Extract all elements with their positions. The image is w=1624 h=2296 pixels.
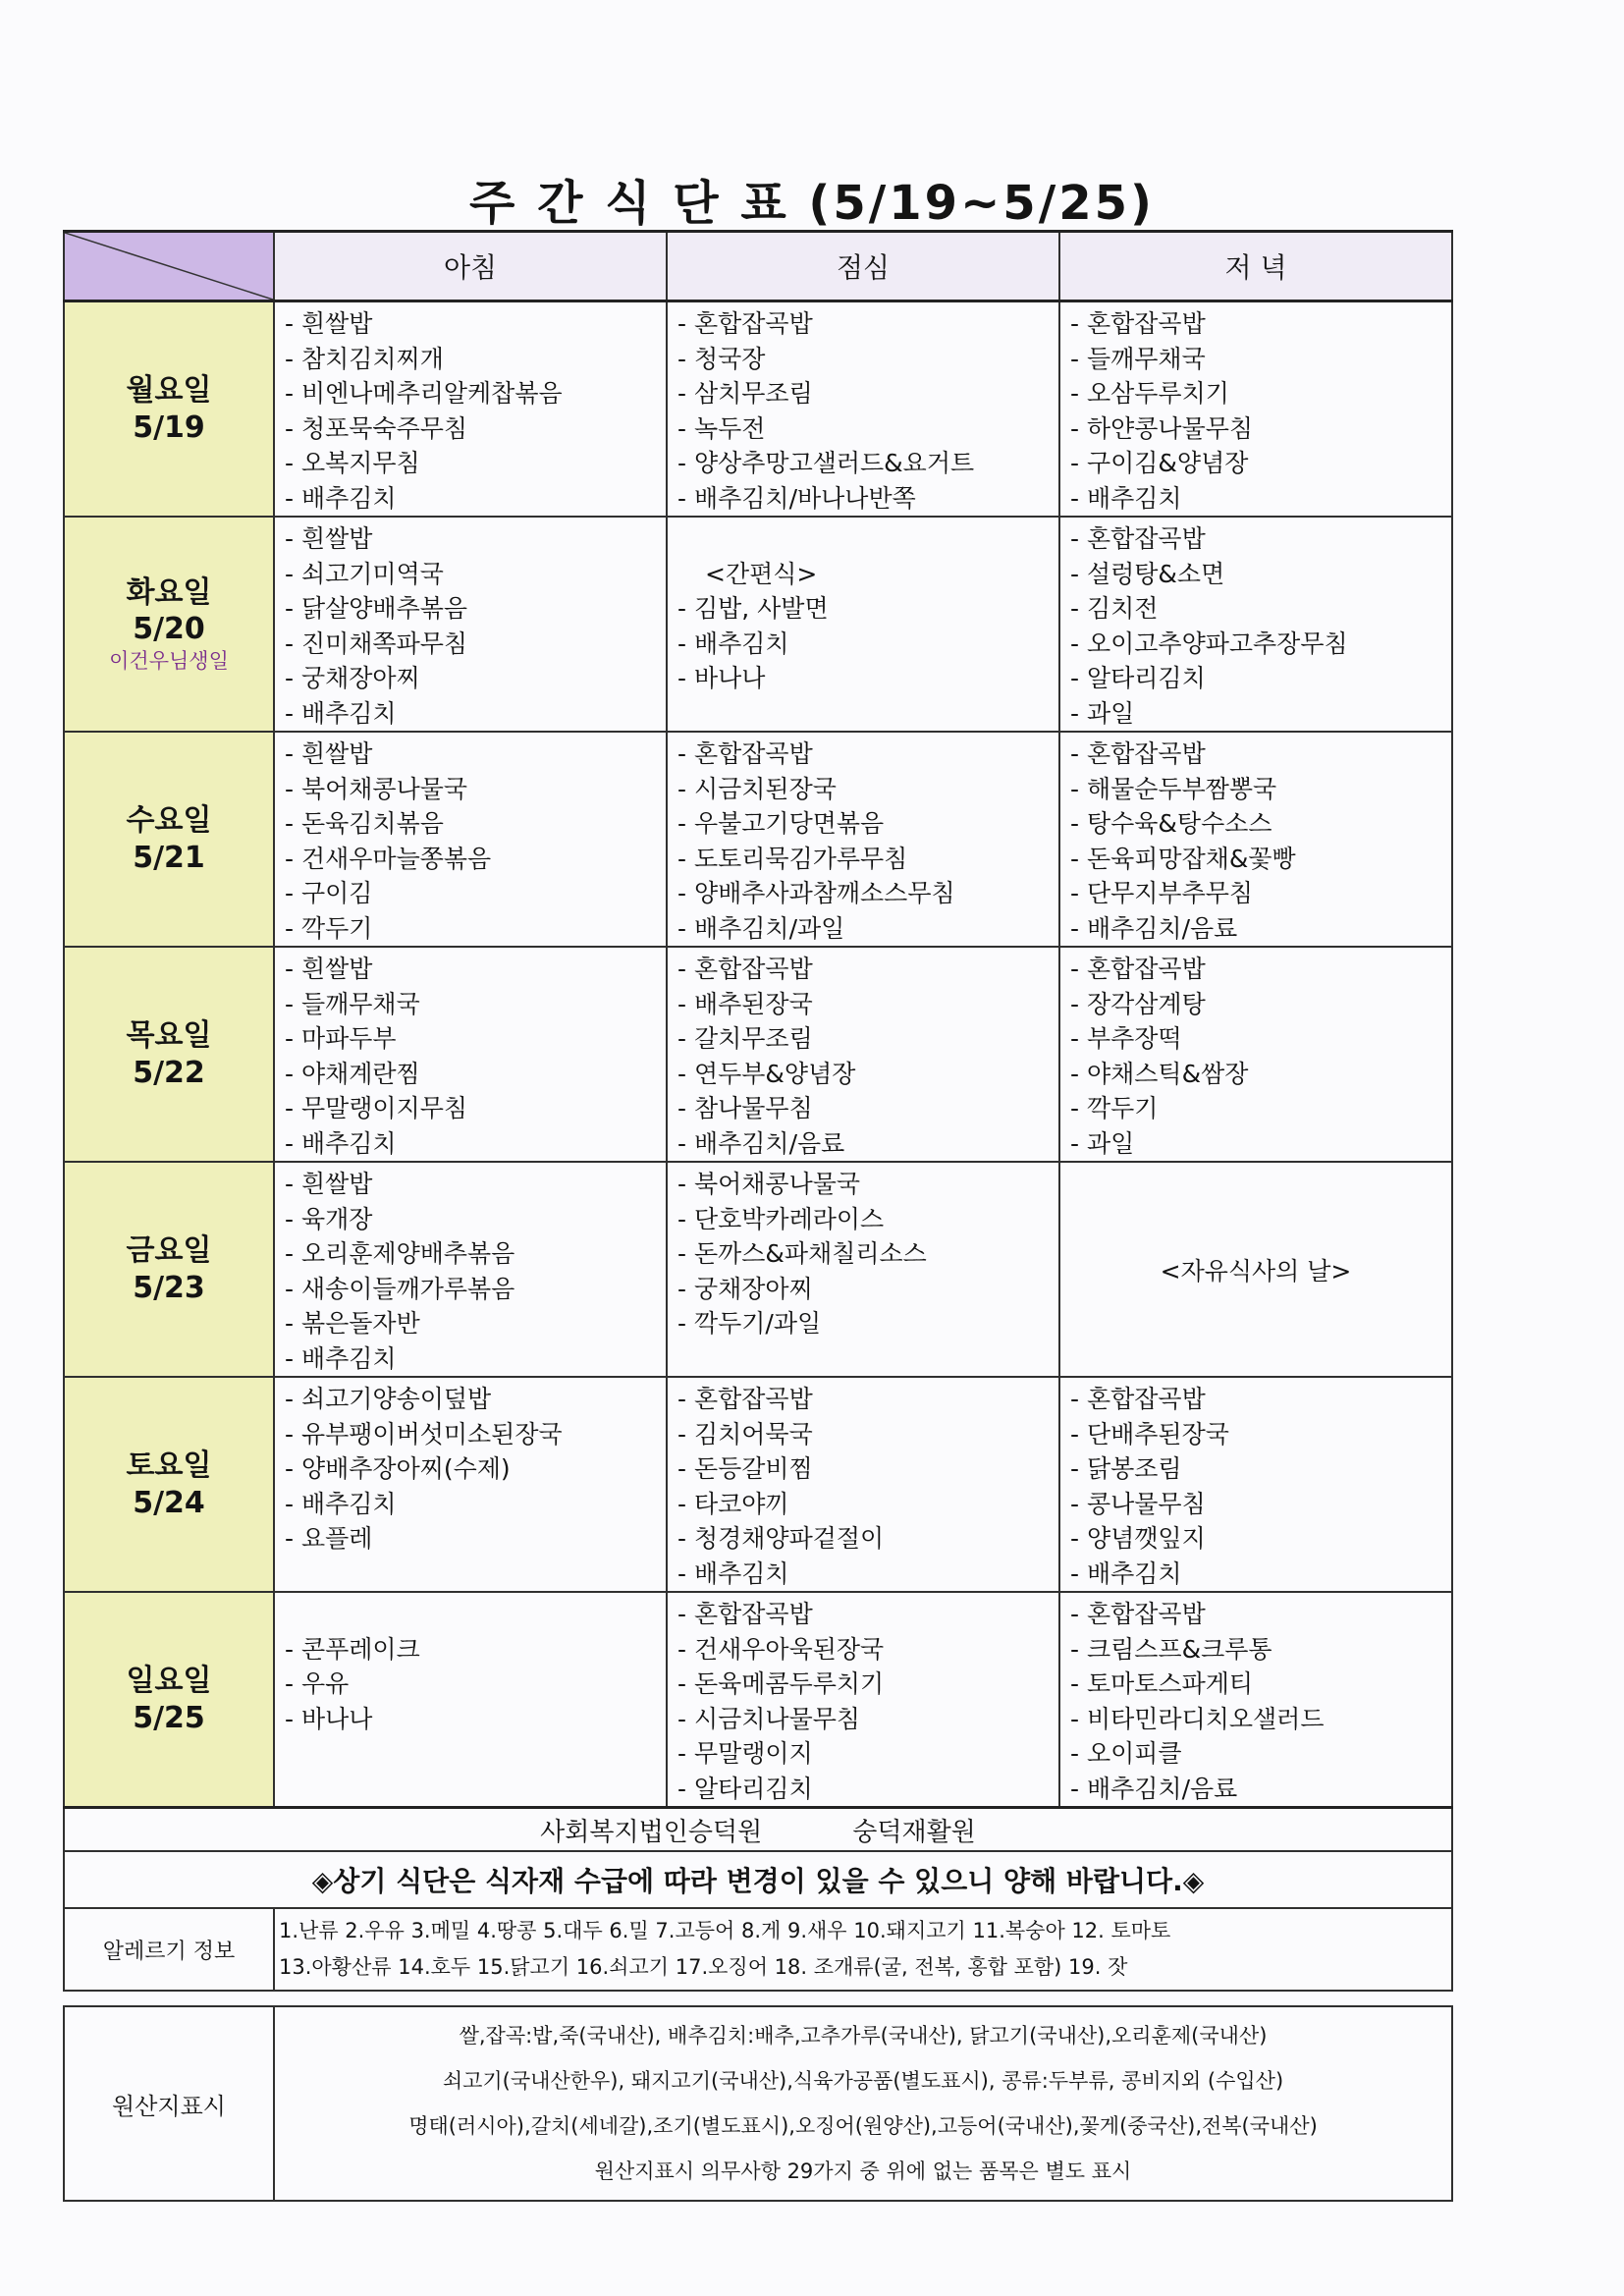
menu-item: - 오이피클 [1070,1739,1182,1768]
dinner-cell [1059,301,1452,518]
day-label [64,947,274,1162]
menu-item: - 궁채장아찌 [677,1274,813,1303]
header-dinner: 저 녁 [1059,232,1452,301]
day-date: 5/25 [133,1700,205,1735]
lunch-menu-list [668,733,1058,946]
weekday-name: 일요일 [126,1664,212,1698]
dinner-cell [1059,1377,1452,1592]
menu-item: - 배추김치 [285,698,397,728]
menu-item: - 청포묵숙주무침 [285,413,468,443]
menu-item [677,696,1058,732]
menu-item: - 배추김치 [677,1558,789,1588]
header-lunch: 점심 [667,232,1059,301]
menu-item: - 배추김치 [285,1128,397,1158]
header-breakfast: 아침 [274,232,667,301]
menu-item: - 청경채양파겉절이 [677,1524,885,1553]
weekday-name: 목요일 [126,1018,212,1053]
origin-row [64,2006,1452,2201]
origin-line: 명태(러시아),갈치(세네갈),조기(별도표시),오징어(원양산),고등어(국내산),꽃게(중국산),전복(국내산) [408,2114,1318,2138]
menu-item: - 마파두부 [285,1024,397,1053]
day-label [64,1592,274,1808]
menu-item: - 단호박카레라이스 [677,1204,885,1233]
lunch-cell [667,732,1059,947]
menu-item: - 흰쌀밥 [285,524,373,553]
menu-item: - 새송이들깨가루볶음 [285,1274,515,1303]
lunch-menu-list [668,1593,1058,1806]
menu-item [677,1341,1058,1377]
menu-item: - 흰쌀밥 [285,739,373,768]
menu-item: - 요플레 [285,1524,373,1553]
breakfast-cell [274,1592,667,1808]
menu-item: - 배추김치/과일 [677,913,845,943]
day-row [64,1592,1452,1808]
day-date: 5/22 [133,1055,205,1090]
menu-item [285,1557,666,1592]
org-row [64,1808,1452,1852]
menu-item: - 크림스프&크루통 [1070,1634,1272,1664]
menu-item: - 배추김치/음료 [677,1128,845,1158]
menu-item: - 배추김치 [1070,483,1182,513]
menu-item: - 쇠고기미역국 [285,559,444,588]
menu-item: - 육개장 [285,1204,373,1233]
menu-item: - 진미채쪽파무침 [285,629,468,658]
menu-item: - 배추김치 [285,483,397,513]
menu-item: - 건새우마늘쫑볶음 [285,844,492,873]
lunch-cell [667,1162,1059,1377]
menu-item: - 무말랭이지무침 [285,1094,468,1122]
allergy-line: 13.아황산류 14.호두 15.닭고기 16.쇠고기 17.오징어 18. 조개류(굴, 전복, 홍합 포함) 19. 잣 [279,1955,1128,1979]
menu-item: - 흰쌀밥 [285,309,373,338]
lunch-menu-list [668,518,1058,731]
day-date: 5/21 [133,840,205,875]
weekday-name: 월요일 [126,373,212,408]
corner-cell [64,232,274,301]
menu-item: - 혼합잡곡밥 [1070,524,1206,553]
diagonal-line-icon [65,233,273,300]
day-label [64,1162,274,1377]
breakfast-menu-list [275,948,666,1161]
menu-item: - 배추김치 [285,1489,397,1518]
menu-item [285,1736,666,1772]
menu-item: - 오복지무침 [285,449,420,477]
lunch-menu-list [668,948,1058,1161]
day-label [64,301,274,518]
menu-item: - 도토리묵김가루무침 [677,844,908,873]
page-title: 주 간 식 단 표 (5/19~5/25) [469,176,1155,231]
facility-name: 숭덕재활원 [852,1817,976,1847]
weekday-name: 화요일 [126,574,212,610]
menu-item: - 알타리김치 [677,1774,813,1803]
menu-item: - 혼합잡곡밥 [1070,1600,1206,1628]
menu-item: - 오이고추양파고추장무침 [1070,629,1348,658]
breakfast-menu-list [275,1163,666,1376]
menu-item: - 돈육메콤두루치기 [677,1669,885,1698]
menu-item [285,1772,666,1807]
menu-item: - 깍두기 [1070,1094,1159,1122]
menu-item: - 콩나물무침 [1070,1489,1206,1518]
origin-line: 쌀,잡곡:밥,죽(국내산), 배추김치:배추,고추가루(국내산), 닭고기(국내산),오리훈제(국내산) [459,2024,1268,2048]
notice-row [64,1851,1452,1908]
origin-line: 원산지표시 의무사항 29가지 중 위에 없는 품목은 별도 표시 [594,2159,1132,2183]
day-row [64,732,1452,947]
day-label [64,732,274,947]
lunch-cell [667,947,1059,1162]
menu-item: - 녹두전 [677,413,766,443]
dinner-cell [1059,947,1452,1162]
menu-item: - 배추김치/바나나반쪽 [677,483,916,513]
menu-item: - 배추김치/음료 [1070,1774,1238,1803]
menu-item: - 우유 [285,1669,350,1698]
menu-item [677,521,1058,557]
menu-item: - 갈치무조림 [677,1024,813,1053]
breakfast-cell [274,1162,667,1377]
menu-item: - 혼합잡곡밥 [1070,739,1206,768]
breakfast-cell [274,517,667,732]
menu-item: - 김밥, 사발면 [677,594,829,623]
menu-item: - 단무지부추무침 [1070,879,1254,907]
free-meal-day: <자유식사의 날> [1059,1162,1452,1377]
menu-item: - 혼합잡곡밥 [1070,955,1206,983]
origin-list [274,2006,1452,2201]
menu-item: - 바나나 [677,664,766,692]
menu-item: - 과일 [1070,1128,1135,1158]
dinner-cell [1059,1592,1452,1808]
allergy-label: 알레르기 정보 [64,1908,274,1991]
day-date: 5/20 [133,612,205,647]
day-row [64,947,1452,1162]
menu-item: - 비엔나메추리알케찹볶음 [285,379,563,408]
menu-item: - 탕수육&탕수소스 [1070,809,1272,838]
menu-item: - 배추된장국 [677,989,813,1018]
menu-item: - 깍두기 [285,913,373,943]
menu-item: <간편식> [705,559,818,588]
menu-item: - 양배추장아찌(수제) [285,1454,511,1483]
menu-item: - 과일 [1070,698,1135,728]
menu-item: - 닭봉조림 [1070,1454,1182,1483]
breakfast-cell [274,732,667,947]
breakfast-cell [274,1377,667,1592]
menu-change-notice: ◈상기 식단은 식자재 수급에 따라 변경이 있을 수 있으니 양해 바랍니다.◈ [64,1851,1452,1908]
day-date: 5/19 [133,410,205,445]
menu-item: - 돈육피망잡채&꽃빵 [1070,844,1296,873]
header-row [64,232,1452,301]
menu-item: - 토마토스파게티 [1070,1669,1254,1698]
menu-item: - 닭살양배추볶음 [285,594,468,623]
menu-item: - 타코야끼 [677,1489,789,1518]
menu-item: - 단배추된장국 [1070,1419,1229,1449]
breakfast-menu-list [275,302,666,516]
dinner-menu-list [1060,948,1451,1161]
day-row [64,1377,1452,1592]
menu-item: - 양배추사과참깨소스무침 [677,879,955,907]
menu-item: - 흰쌀밥 [285,955,373,983]
menu-item: - 혼합잡곡밥 [1070,309,1206,338]
menu-item: - 깍두기/과일 [677,1309,822,1338]
menu-item: - 하얀콩나물무침 [1070,413,1254,443]
allergy-line: 1.난류 2.우유 3.메밀 4.땅콩 5.대두 6.밀 7.고등어 8.게 9.새우 10.돼지고기 11.복숭아 12. 토마토 [279,1919,1171,1942]
menu-item [285,1597,666,1632]
menu-item: - 배추김치/음료 [1070,913,1238,943]
lunch-cell [667,301,1059,518]
breakfast-menu-list [275,1378,666,1591]
menu-item: - 설렁탕&소면 [1070,559,1225,588]
dinner-menu-list [1060,1593,1451,1806]
menu-item: - 혼합잡곡밥 [677,309,813,338]
menu-item: - 혼합잡곡밥 [1070,1385,1206,1413]
menu-item: - 바나나 [285,1704,373,1733]
allergy-list [274,1908,1452,1991]
breakfast-cell [274,301,667,518]
menu-item: - 흰쌀밥 [285,1170,373,1198]
menu-item: - 양상추망고샐러드&요거트 [677,449,975,477]
lunch-menu-list [668,1163,1058,1376]
breakfast-cell [274,947,667,1162]
menu-item: - 배추김치 [285,1343,397,1373]
breakfast-menu-list [275,518,666,731]
weekly-menu-table [63,230,1453,2202]
menu-item: - 참치김치찌개 [285,344,444,373]
day-label [64,517,274,732]
menu-item: - 부추장떡 [1070,1024,1182,1053]
menu-item: - 양념깻잎지 [1070,1524,1206,1553]
menu-item: - 야채계란찜 [285,1059,420,1088]
menu-item: - 북어채콩나물국 [285,774,468,803]
day-date: 5/23 [133,1270,205,1305]
menu-item: - 참나물무침 [677,1094,813,1122]
menu-item: - 혼합잡곡밥 [677,1600,813,1628]
origin-label: 원산지표시 [64,2006,274,2201]
dinner-menu-list [1060,733,1451,946]
menu-item: - 건새우아욱된장국 [677,1634,885,1664]
dinner-menu-list [1060,518,1451,731]
org-name: 사회복지법인승덕원 [540,1817,763,1847]
menu-item: - 비타민라디치오샐러드 [1070,1704,1325,1733]
menu-item: - 혼합잡곡밥 [677,1385,813,1413]
menu-item: - 시금치나물무침 [677,1704,861,1733]
origin-line: 쇠고기(국내산한우), 돼지고기(국내산),식육가공품(별도표시), 콩류:두부류, 콩비지외 (수입산) [442,2069,1284,2093]
day-row [64,301,1452,518]
menu-item: - 알타리김치 [1070,664,1206,692]
menu-item: - 장각삼계탕 [1070,989,1206,1018]
menu-item: - 김치어묵국 [677,1419,813,1449]
menu-item: - 볶은돌자반 [285,1309,420,1338]
menu-item: - 혼합잡곡밥 [677,739,813,768]
menu-item: - 구이김 [285,879,373,907]
menu-item: - 무말랭이지 [677,1739,813,1768]
breakfast-menu-list [275,1593,666,1806]
menu-item: - 들깨무채국 [285,989,420,1018]
menu-item: - 혼합잡곡밥 [677,955,813,983]
lunch-menu-list [668,302,1058,516]
day-row [64,517,1452,732]
dinner-cell [1059,732,1452,947]
breakfast-menu-list [275,733,666,946]
menu-item: - 야채스틱&쌈장 [1070,1059,1249,1088]
menu-item: - 배추김치 [1070,1558,1182,1588]
menu-item: - 삼치무조림 [677,379,813,408]
allergy-row [64,1908,1452,1991]
dinner-menu-list [1060,302,1451,516]
weekday-name: 수요일 [126,803,212,838]
lunch-cell [667,1377,1059,1592]
menu-item: - 궁채장아찌 [285,664,420,692]
day-date: 5/24 [133,1485,205,1520]
menu-item: - 김치전 [1070,594,1159,623]
menu-item: - 청국장 [677,344,766,373]
menu-item: - 유부팽이버섯미소된장국 [285,1419,563,1449]
menu-item: - 들깨무채국 [1070,344,1206,373]
day-row [64,1162,1452,1377]
weekday-name: 토요일 [126,1449,212,1483]
lunch-menu-list [668,1378,1058,1591]
birthday-note: 이건우님생일 [109,648,229,673]
menu-item: - 연두부&양념장 [677,1059,856,1088]
menu-item: - 구이김&양념장 [1070,449,1249,477]
lunch-cell [667,517,1059,732]
menu-item: - 쇠고기양송이덮밥 [285,1385,492,1413]
menu-item: - 북어채콩나물국 [677,1170,861,1198]
menu-item: - 오삼두루치기 [1070,379,1229,408]
menu-item: - 해물순두부짬뽕국 [1070,774,1277,803]
menu-item: - 돈등갈비찜 [677,1454,813,1483]
menu-item: - 시금치된장국 [677,774,837,803]
menu-item: - 돈육김치볶음 [285,809,444,838]
day-label [64,1377,274,1592]
menu-item: - 우불고기당면볶음 [677,809,885,838]
menu-item: - 오리훈제양배추볶음 [285,1239,515,1268]
menu-item: - 돈까스&파채칠리소스 [677,1239,927,1268]
menu-item: - 콘푸레이크 [285,1634,420,1664]
dinner-cell [1059,517,1452,732]
lunch-cell [667,1592,1059,1808]
weekday-name: 금요일 [126,1233,212,1268]
menu-item: - 배추김치 [677,629,789,658]
dinner-menu-list [1060,1378,1451,1591]
